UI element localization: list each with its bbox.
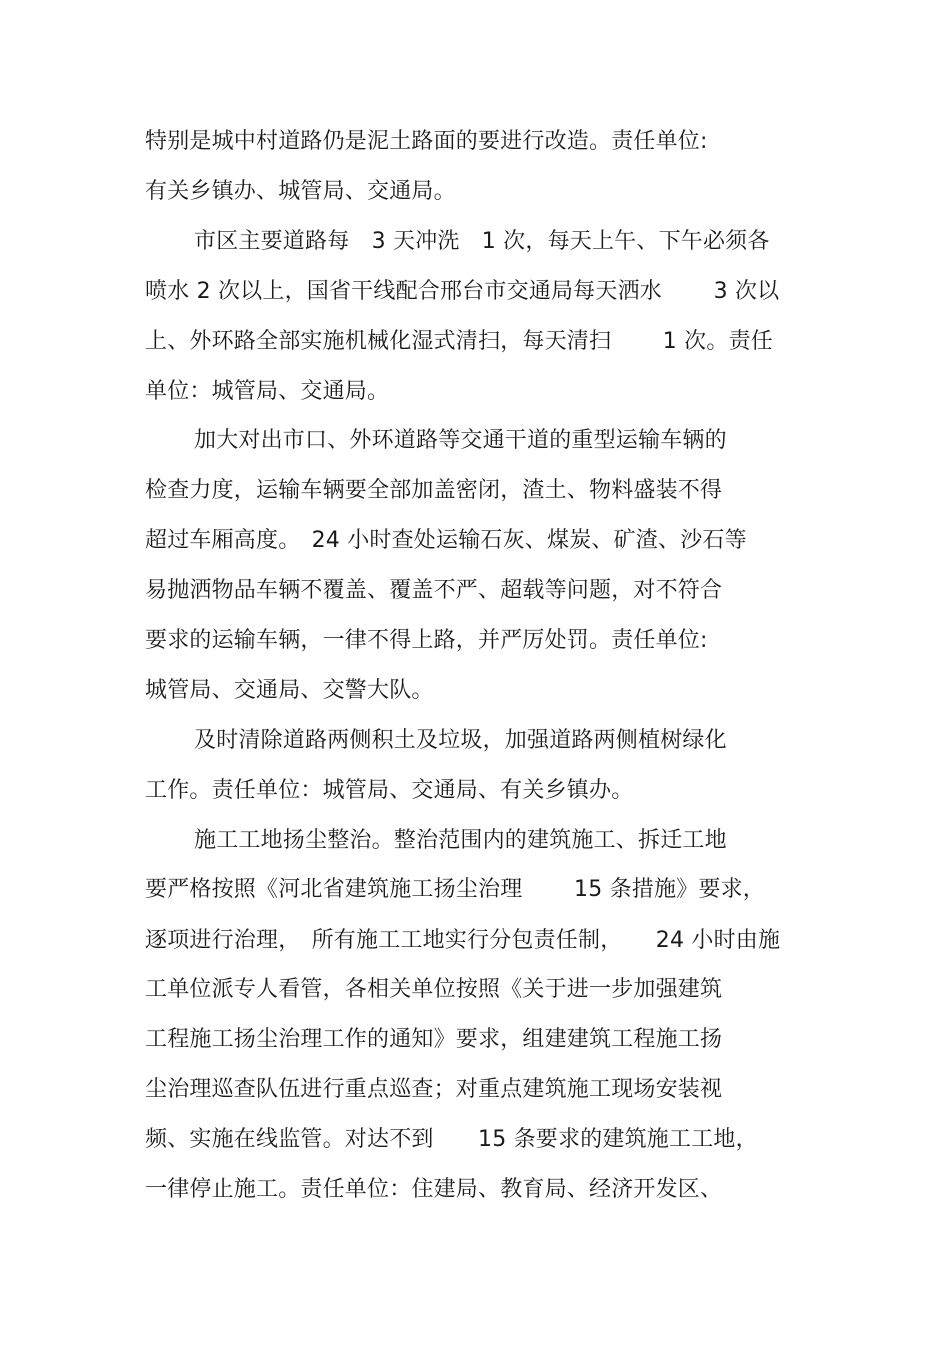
text-line: 工单位派专人看管，各相关单位按照《关于进一步加强建筑 (145, 977, 723, 1002)
text-line: 喷水 2 次以上，国省干线配合邢台市交通局每天洒水 3 次以 (145, 279, 780, 304)
text-line: 检查力度，运输车辆要全部加盖密闭，渣土、物料盛装不得 (145, 478, 723, 503)
text-line: 要求的运输车辆，一律不得上路，并严厉处罚。责任单位: (145, 628, 708, 653)
paragraph-first-line: 市区主要道路每 3 天冲洗 1 次，每天上午、下午必须各 (194, 229, 770, 254)
text-line: 尘治理巡查队伍进行重点巡查；对重点建筑施工现场安装视 (145, 1077, 723, 1102)
paragraph-first-line: 加大对出市口、外环道路等交通干道的重型运输车辆的 (194, 428, 727, 453)
text-line: 一律停止施工。责任单位：住建局、教育局、经济开发区、 (145, 1177, 723, 1202)
text-line: 要严格按照《河北省建筑施工扬尘治理 15 条措施》要求， (145, 877, 765, 902)
text-line: 易抛洒物品车辆不覆盖、覆盖不严、超载等问题，对不符合 (145, 578, 723, 603)
text-line: 工程施工扬尘治理工作的通知》要求，组建建筑工程施工扬 (145, 1027, 723, 1052)
text-line: 逐项进行治理， 所有施工工地实行分包责任制， 24 小时由施 (145, 928, 781, 953)
text-line: 上、外环路全部实施机械化湿式清扫，每天清扫 1 次。责任 (145, 329, 773, 354)
text-line: 特别是城中村道路仍是泥土路面的要进行改造。责任单位: (145, 129, 708, 154)
text-line: 频、实施在线监管。对达不到 15 条要求的建筑施工工地， (145, 1127, 758, 1152)
text-line: 城管局、交通局、交警大队。 (145, 678, 434, 703)
text-line: 有关乡镇办、城管局、交通局。 (145, 179, 456, 204)
paragraph-first-line: 及时清除道路两侧积土及垃圾，加强道路两侧植树绿化 (194, 728, 727, 753)
paragraph-first-line: 施工工地扬尘整治。整治范围内的建筑施工、拆迁工地 (194, 828, 727, 853)
text-line: 工作。责任单位：城管局、交通局、有关乡镇办。 (145, 778, 634, 803)
text-line: 单位：城管局、交通局。 (145, 379, 390, 404)
text-line: 超过车厢高度。 24 小时查处运输石灰、煤炭、矿渣、沙石等 (145, 528, 747, 553)
